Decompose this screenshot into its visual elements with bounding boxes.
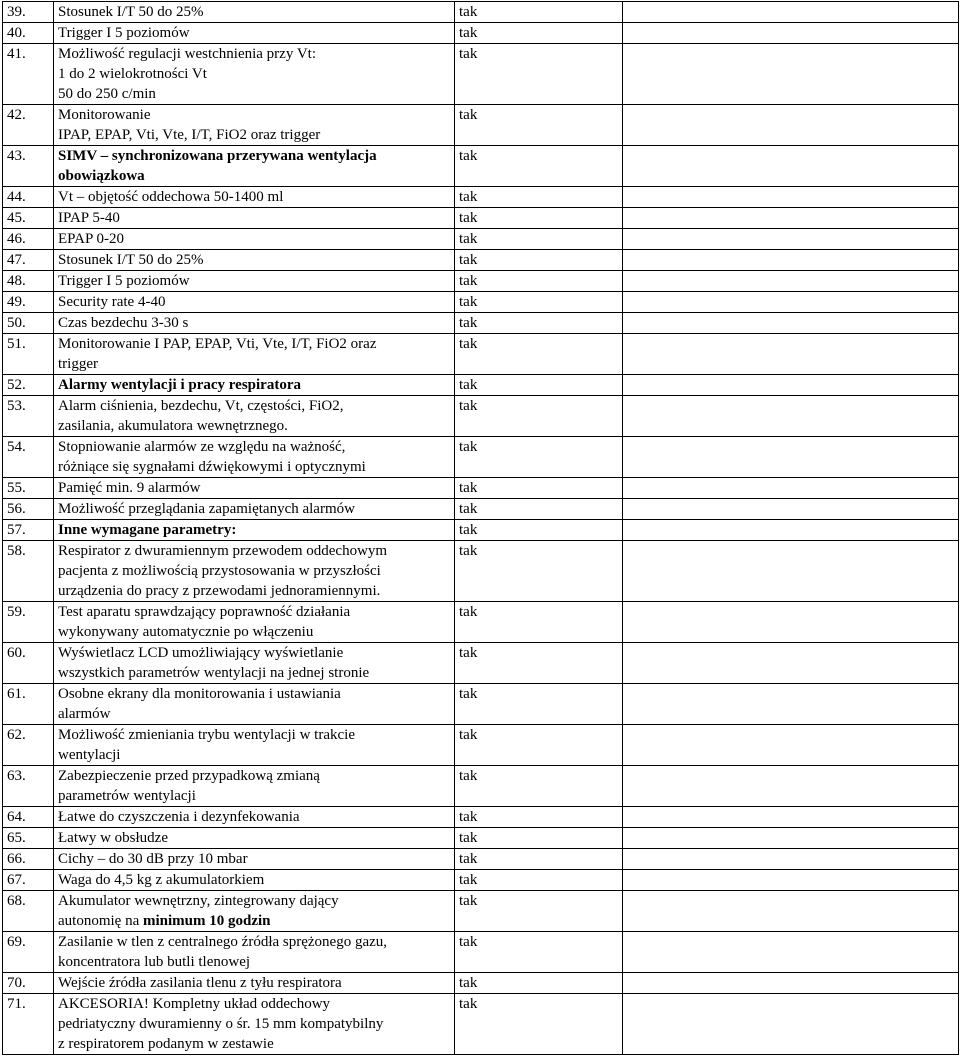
table-row [3,375,959,396]
row-offered-value-cell [623,994,959,1055]
row-description [54,994,455,1055]
row-answer: tak [455,602,623,643]
row-answer: tak [455,2,623,23]
table-row [3,146,959,187]
description-text: Inne wymagane parametry: [58,522,237,538]
row-number: 53. [3,396,54,437]
description-line [58,437,450,457]
row-description [54,375,455,396]
description-text: trigger [58,356,98,372]
row-offered-value-cell [623,478,959,499]
row-description [54,478,455,499]
description-line [58,952,450,972]
row-answer: tak [455,828,623,849]
description-text: 50 do 250 c/min [58,86,156,102]
row-offered-value-cell [623,250,959,271]
row-offered-value-cell [623,437,959,478]
row-number: 59. [3,602,54,643]
row-answer: tak [455,375,623,396]
specification-rows [3,2,959,1055]
row-number: 55. [3,478,54,499]
description-emphasis: minimum 10 godzin [142,913,271,929]
description-line [58,44,450,64]
row-description [54,541,455,602]
row-answer: tak [455,499,623,520]
row-answer: tak [455,334,623,375]
description-text: Waga do 4,5 kg z akumulatorkiem [58,872,265,888]
row-number: 40. [3,23,54,44]
row-offered-value-cell [623,334,959,375]
row-number: 63. [3,766,54,807]
description-text: Cichy – do 30 dB przy 10 mbar [58,851,248,867]
description-text: IPAP 5-40 [58,210,120,226]
description-line [58,932,450,952]
row-description [54,602,455,643]
row-offered-value-cell [623,375,959,396]
table-row [3,684,959,725]
row-description [54,828,455,849]
row-description [54,932,455,973]
table-row [3,396,959,437]
row-answer: tak [455,541,623,602]
description-text: Pamięć min. 9 alarmów [58,480,201,496]
description-text: wentylacji [58,747,121,763]
description-text: IPAP, EPAP, Vti, Vte, I/T, FiO2 oraz trigger [58,127,321,143]
description-line [58,684,450,704]
specification-table [2,1,959,1055]
row-offered-value-cell [623,643,959,684]
row-offered-value-cell [623,684,959,725]
table-row [3,23,959,44]
description-line [58,208,450,228]
row-answer: tak [455,23,623,44]
description-line [58,891,450,911]
row-answer: tak [455,437,623,478]
row-number: 70. [3,973,54,994]
row-answer: tak [455,973,623,994]
description-text: Zasilanie w tlen z centralnego źródła sprężonego gazu, [58,934,388,950]
row-description [54,891,455,932]
description-line [58,581,450,601]
description-line [58,478,450,498]
table-row [3,271,959,292]
description-text: urządzenia do pracy z przewodami jednoramiennymi. [58,583,381,599]
description-line [58,250,450,270]
description-text: Respirator z dwuramiennym przewodem oddechowym [58,543,388,559]
row-description [54,396,455,437]
row-description [54,766,455,807]
table-row [3,2,959,23]
description-line [58,229,450,249]
row-description [54,499,455,520]
table-row [3,229,959,250]
row-number: 66. [3,849,54,870]
description-line [58,84,450,104]
description-text: Stopniowanie alarmów ze względu na ważność, [58,439,346,455]
row-offered-value-cell [623,23,959,44]
row-description [54,250,455,271]
row-description [54,23,455,44]
row-description [54,870,455,891]
row-offered-value-cell [623,146,959,187]
row-offered-value-cell [623,766,959,807]
row-description [54,520,455,541]
row-number: 61. [3,684,54,725]
row-number: 49. [3,292,54,313]
row-description [54,684,455,725]
row-number: 60. [3,643,54,684]
row-offered-value-cell [623,44,959,105]
row-answer: tak [455,891,623,932]
row-answer: tak [455,250,623,271]
row-number: 43. [3,146,54,187]
row-description [54,973,455,994]
description-text: Trigger I 5 poziomów [58,25,190,41]
row-offered-value-cell [623,602,959,643]
row-offered-value-cell [623,187,959,208]
description-line [58,520,450,540]
table-row [3,44,959,105]
row-answer: tak [455,208,623,229]
description-line [58,1034,450,1054]
description-text: pedriatyczny dwuramienny o śr. 15 mm kompatybilny [58,1016,384,1032]
table-row [3,849,959,870]
table-row [3,870,959,891]
description-line [58,2,450,22]
description-line [58,187,450,207]
table-row [3,807,959,828]
row-offered-value-cell [623,849,959,870]
description-text: pacjenta z możliwością przystosowania w przyszłości [58,563,381,579]
description-line [58,105,450,125]
description-line [58,1014,450,1034]
row-answer: tak [455,725,623,766]
row-description [54,292,455,313]
table-row [3,208,959,229]
row-answer: tak [455,478,623,499]
table-row [3,766,959,807]
description-text: zasilania, akumulatora wewnętrznego. [58,418,288,434]
description-text: Zabezpieczenie przed przypadkową zmianą [58,768,320,784]
description-text: Możliwość regulacji westchnienia przy Vt: [58,46,316,62]
table-row [3,292,959,313]
table-row [3,520,959,541]
description-line [58,663,450,683]
description-line [58,745,450,765]
description-line [58,704,450,724]
row-description [54,187,455,208]
description-text: Stosunek I/T 50 do 25% [58,4,204,20]
row-answer: tak [455,44,623,105]
row-offered-value-cell [623,932,959,973]
description-line [58,64,450,84]
row-offered-value-cell [623,520,959,541]
row-answer: tak [455,271,623,292]
row-description [54,44,455,105]
description-text: różniące się sygnałami dźwiękowymi i optycznymi [58,459,366,475]
description-line [58,849,450,869]
row-description [54,334,455,375]
row-offered-value-cell [623,229,959,250]
row-description [54,208,455,229]
description-line [58,828,450,848]
row-offered-value-cell [623,499,959,520]
description-line [58,271,450,291]
description-text: wykonywany automatycznie po włączeniu [58,624,314,640]
description-text: Możliwość przeglądania zapamiętanych alarmów [58,501,355,517]
description-line [58,334,450,354]
table-row [3,973,959,994]
row-number: 64. [3,807,54,828]
row-number: 71. [3,994,54,1055]
description-line [58,870,450,890]
description-text: Monitorowanie [58,107,151,123]
description-text: Łatwy w obsłudze [58,830,168,846]
row-number: 65. [3,828,54,849]
row-number: 41. [3,44,54,105]
description-text: Security rate 4-40 [58,294,166,310]
row-number: 58. [3,541,54,602]
row-answer: tak [455,807,623,828]
description-text: Osobne ekrany dla monitorowania i ustawiania [58,686,341,702]
table-row [3,478,959,499]
description-text: SIMV – synchronizowana przerywana wentylacja [58,148,377,164]
row-description [54,437,455,478]
table-row [3,437,959,478]
row-answer: tak [455,396,623,437]
description-line [58,766,450,786]
description-text: Stosunek I/T 50 do 25% [58,252,204,268]
row-number: 46. [3,229,54,250]
description-text: Możliwość zmieniania trybu wentylacji w trakcie [58,727,355,743]
description-line [58,23,450,43]
description-text: Czas bezdechu 3-30 s [58,315,189,331]
row-answer: tak [455,520,623,541]
table-row [3,313,959,334]
row-description [54,725,455,766]
description-line [58,602,450,622]
row-offered-value-cell [623,313,959,334]
description-text: Wyświetlacz LCD umożliwiający wyświetlanie [58,645,344,661]
row-description [54,146,455,187]
description-text: Monitorowanie I PAP, EPAP, Vti, Vte, I/T, FiO2 oraz [58,336,377,352]
row-description [54,105,455,146]
table-row [3,602,959,643]
row-number: 42. [3,105,54,146]
table-row [3,828,959,849]
description-text: wszystkich parametrów wentylacji na jednej stronie [58,665,370,681]
table-row [3,105,959,146]
row-number: 69. [3,932,54,973]
row-number: 51. [3,334,54,375]
row-offered-value-cell [623,725,959,766]
row-offered-value-cell [623,2,959,23]
description-text: 1 do 2 wielokrotności Vt [58,66,207,82]
row-number: 39. [3,2,54,23]
description-text: z respiratorem podanym w zestawie [58,1036,274,1052]
description-line [58,973,450,993]
table-row [3,643,959,684]
description-text: Vt – objętość oddechowa 50-1400 ml [58,189,284,205]
description-line [58,457,450,477]
row-answer: tak [455,105,623,146]
description-text: Alarm ciśnienia, bezdechu, Vt, częstości, FiO2, [58,398,344,414]
description-text: EPAP 0-20 [58,231,124,247]
description-line [58,807,450,827]
row-answer: tak [455,313,623,334]
row-number: 52. [3,375,54,396]
description-text: koncentratora lub butli tlenowej [58,954,251,970]
row-number: 44. [3,187,54,208]
description-text: Wejście źródła zasilania tlenu z tyłu respiratora [58,975,342,991]
description-line [58,911,450,931]
table-row [3,334,959,375]
row-number: 62. [3,725,54,766]
row-answer: tak [455,684,623,725]
row-description [54,643,455,684]
description-line [58,643,450,663]
description-text: alarmów [58,706,111,722]
row-number: 50. [3,313,54,334]
row-description [54,2,455,23]
description-line [58,561,450,581]
table-row [3,499,959,520]
table-row [3,932,959,973]
table-row [3,994,959,1055]
description-text: autonomię na [58,913,143,929]
description-text: AKCESORIA! Kompletny układ oddechowy [58,996,331,1012]
description-line [58,166,450,186]
table-row [3,891,959,932]
table-row [3,250,959,271]
description-line [58,375,450,395]
description-text: Test aparatu sprawdzający poprawność działania [58,604,351,620]
description-line [58,725,450,745]
description-line [58,416,450,436]
row-answer: tak [455,849,623,870]
row-offered-value-cell [623,541,959,602]
description-line [58,622,450,642]
row-offered-value-cell [623,396,959,437]
description-line [58,994,450,1014]
row-answer: tak [455,994,623,1055]
description-text: Alarmy wentylacji i pracy respiratora [58,377,301,393]
row-offered-value-cell [623,271,959,292]
row-answer: tak [455,229,623,250]
description-text: Łatwe do czyszczenia i dezynfekowania [58,809,300,825]
row-description [54,271,455,292]
description-line [58,786,450,806]
row-description [54,849,455,870]
row-offered-value-cell [623,105,959,146]
row-description [54,313,455,334]
row-answer: tak [455,187,623,208]
row-number: 47. [3,250,54,271]
description-line [58,125,450,145]
row-number: 54. [3,437,54,478]
description-line [58,292,450,312]
row-offered-value-cell [623,292,959,313]
row-offered-value-cell [623,807,959,828]
row-description [54,807,455,828]
description-line [58,499,450,519]
row-number: 57. [3,520,54,541]
description-text: parametrów wentylacji [58,788,196,804]
description-line [58,146,450,166]
row-description [54,229,455,250]
row-offered-value-cell [623,828,959,849]
row-answer: tak [455,292,623,313]
row-answer: tak [455,870,623,891]
row-number: 56. [3,499,54,520]
row-offered-value-cell [623,208,959,229]
row-offered-value-cell [623,891,959,932]
description-text: Akumulator wewnętrzny, zintegrowany dający [58,893,339,909]
row-number: 67. [3,870,54,891]
description-text: Trigger I 5 poziomów [58,273,190,289]
row-offered-value-cell [623,973,959,994]
table-row [3,187,959,208]
row-answer: tak [455,146,623,187]
row-number: 68. [3,891,54,932]
description-line [58,313,450,333]
description-text: obowiązkowa [58,168,145,184]
row-number: 48. [3,271,54,292]
row-number: 45. [3,208,54,229]
table-row [3,541,959,602]
row-answer: tak [455,932,623,973]
row-answer: tak [455,643,623,684]
row-offered-value-cell [623,870,959,891]
row-answer: tak [455,766,623,807]
description-line [58,541,450,561]
description-line [58,354,450,374]
table-row [3,725,959,766]
description-line [58,396,450,416]
